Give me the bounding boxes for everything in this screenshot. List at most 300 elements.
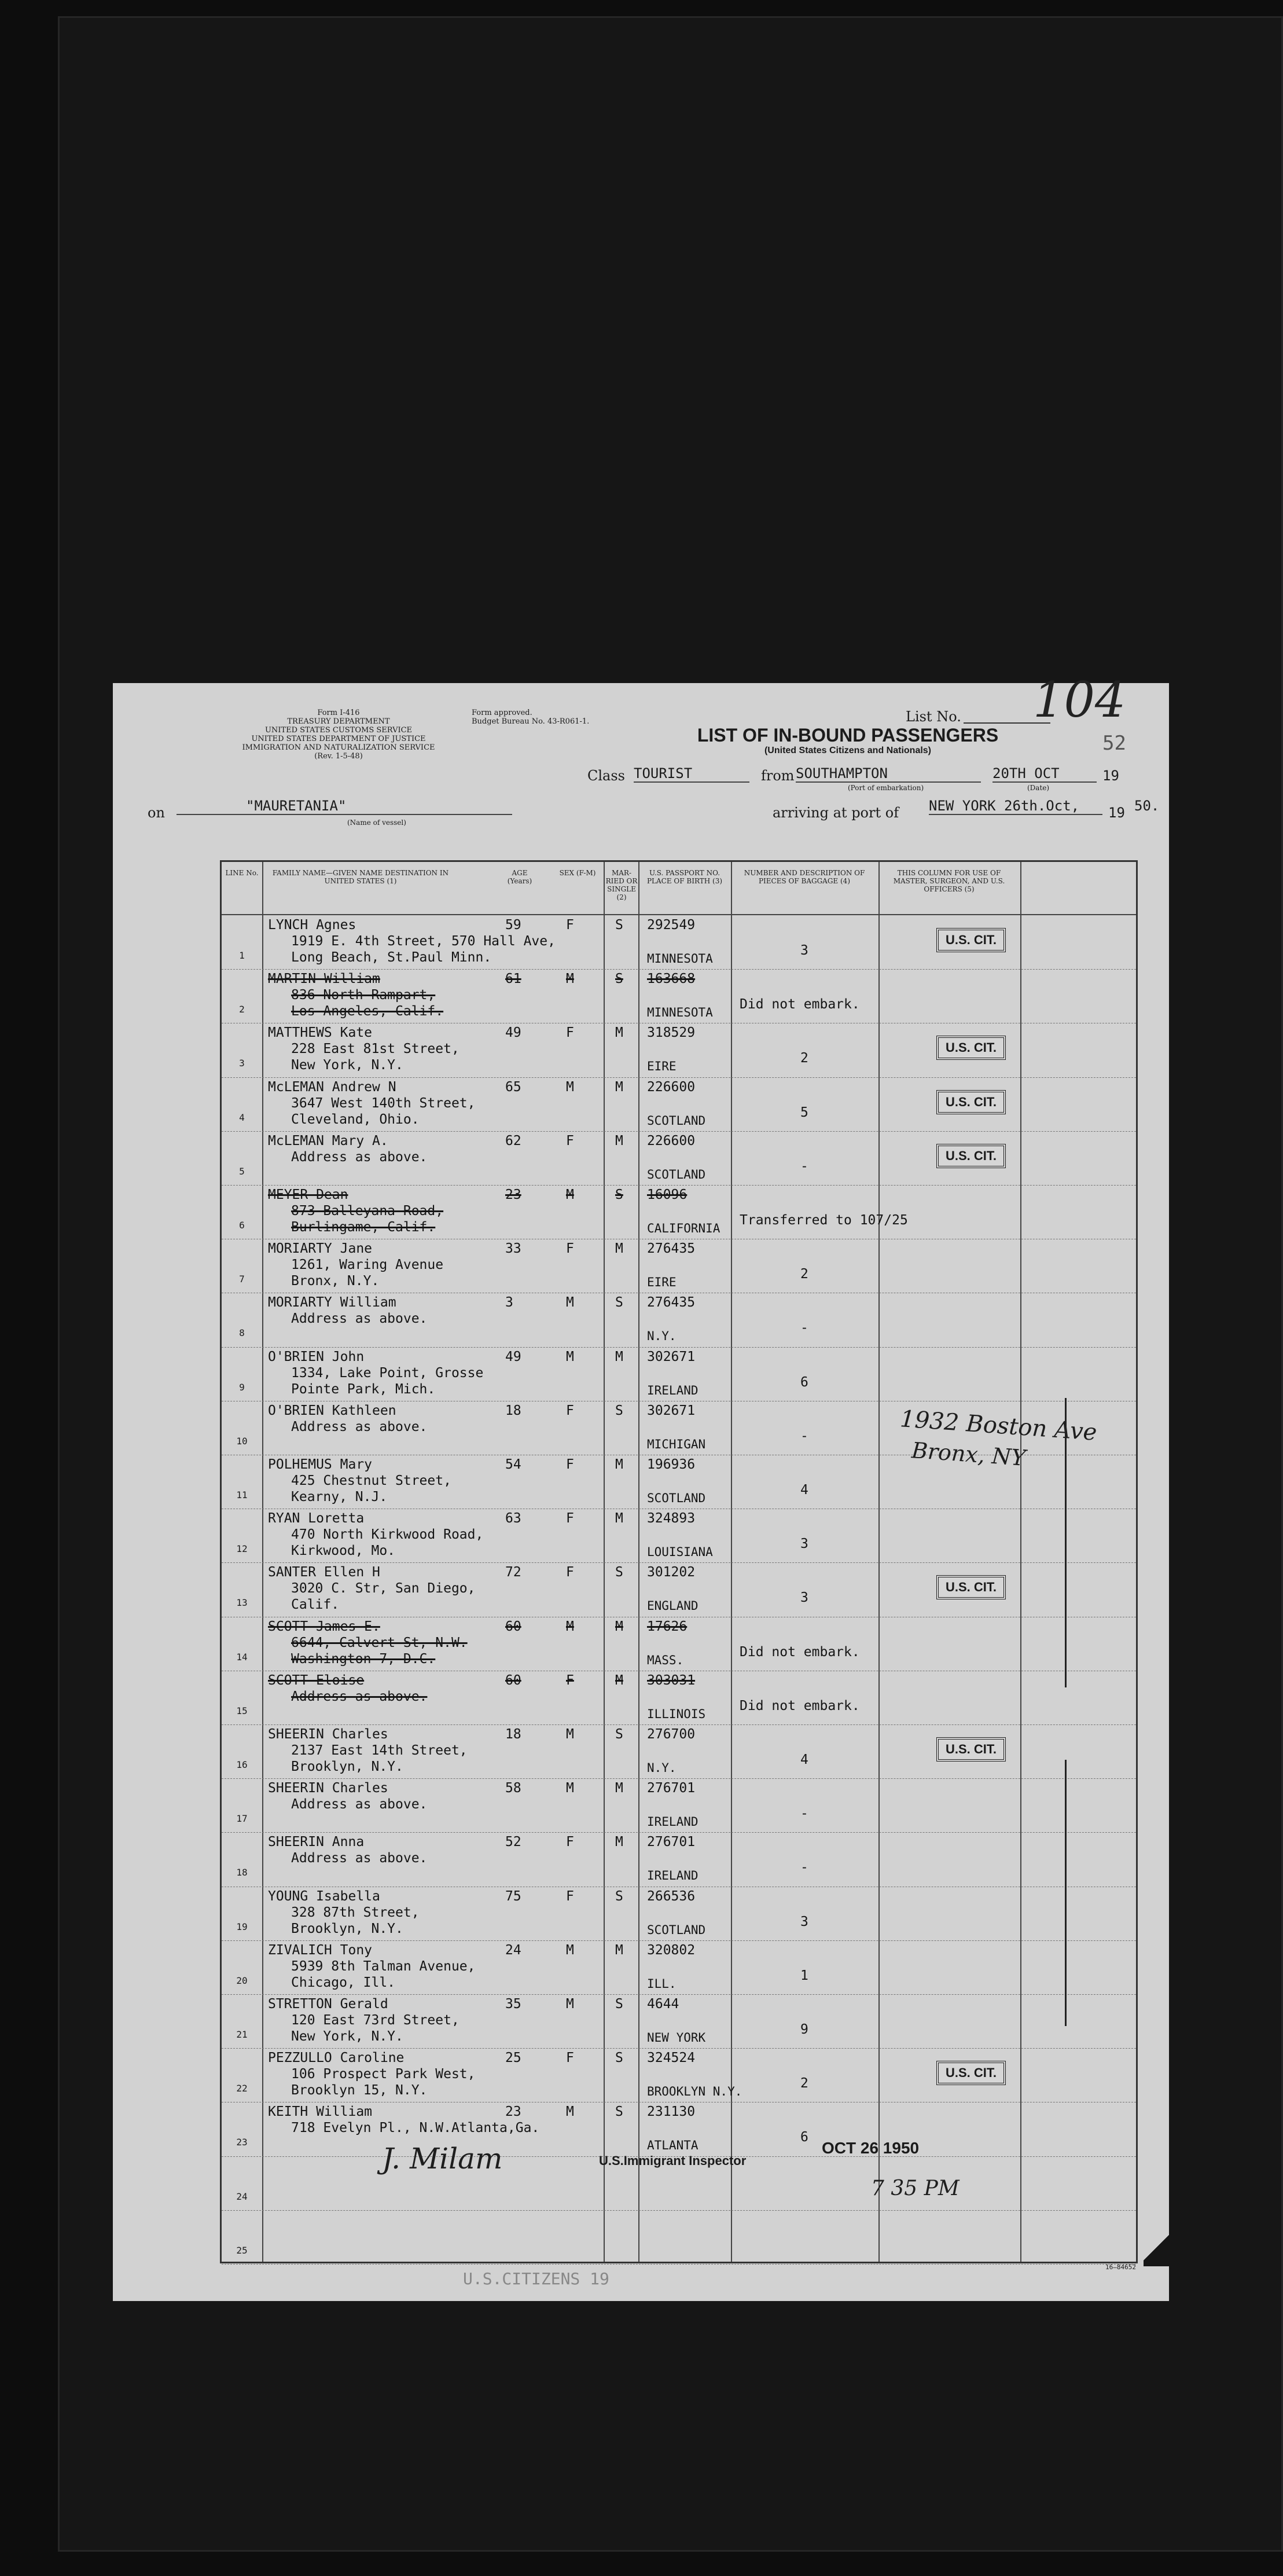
destination-address-2: Cleveland, Ohio. bbox=[291, 1111, 420, 1127]
passenger-name: POLHEMUS Mary bbox=[268, 1457, 373, 1472]
inspector-signature: J. Milam bbox=[382, 2142, 503, 2175]
baggage-count: 6 bbox=[800, 1374, 808, 1390]
passport-number: 324524 bbox=[647, 2050, 696, 2066]
place-of-birth: SCOTLAND bbox=[647, 1113, 706, 1128]
col-divider bbox=[1020, 862, 1021, 2262]
baggage-count: - bbox=[800, 1158, 808, 1174]
passenger-sex: M bbox=[566, 971, 574, 987]
col-divider bbox=[878, 862, 880, 2262]
line-number: 20 bbox=[236, 1975, 248, 1986]
destination-address-2: Calif. bbox=[291, 1597, 340, 1613]
place-of-birth: IRELAND bbox=[647, 1869, 699, 1883]
row-rule bbox=[222, 1562, 1136, 1563]
passport-number: 276701 bbox=[647, 1781, 696, 1796]
col-head-baggage: NUMBER AND DESCRIPTION OF PIECES OF BAGGAGE (4) bbox=[744, 869, 865, 885]
passenger-age: 54 bbox=[505, 1457, 521, 1472]
passenger-name: SHEERIN Anna bbox=[268, 1834, 365, 1850]
destination-address-2: Burlingame, Calif. bbox=[291, 1220, 436, 1235]
passenger-name: O'BRIEN Kathleen bbox=[268, 1403, 396, 1418]
passenger-age: 18 bbox=[505, 1403, 521, 1418]
passenger-name: RYAN Loretta bbox=[268, 1511, 365, 1526]
marital-status: M bbox=[615, 1241, 623, 1257]
destination-address-2: Kearny, N.J. bbox=[291, 1489, 388, 1504]
list-no-label: List No. bbox=[906, 709, 961, 725]
col-head-married: MAR- RIED OR SINGLE (2) bbox=[605, 869, 638, 901]
baggage-count: 3 bbox=[800, 1536, 808, 1552]
destination-address: 6644, Calvert St, N.W. bbox=[291, 1635, 468, 1650]
destination-address-2: Chicago, Ill. bbox=[291, 1975, 396, 1990]
destination-address: 718 Evelyn Pl., N.W.Atlanta,Ga. bbox=[291, 2120, 540, 2136]
baggage-count: - bbox=[800, 1428, 808, 1444]
passport-number: 318529 bbox=[647, 1025, 696, 1041]
place-of-birth: N.Y. bbox=[647, 1329, 677, 1344]
passenger-name: SCOTT James E. bbox=[268, 1619, 380, 1634]
baggage-count: - bbox=[800, 1860, 808, 1876]
passenger-name: MORIARTY Jane bbox=[268, 1241, 373, 1257]
passenger-sex: M bbox=[566, 1942, 574, 1958]
baggage-count: 4 bbox=[800, 1752, 808, 1767]
passenger-manifest-sheet bbox=[113, 671, 1169, 2301]
col-head-age: AGE (Years) bbox=[507, 869, 532, 885]
destination-address-2: Washington 7, D.C. bbox=[291, 1651, 436, 1667]
page-stamp: 52 bbox=[1102, 732, 1126, 755]
arrival-year-prefix: 19 bbox=[1108, 805, 1125, 821]
col-head-line: LINE No. bbox=[225, 869, 259, 877]
date-caption: (Date) bbox=[1027, 784, 1050, 792]
destination-address-2: Kirkwood, Mo. bbox=[291, 1543, 396, 1559]
place-of-birth: LOUISIANA bbox=[647, 1545, 713, 1559]
line-number: 7 bbox=[239, 1274, 245, 1285]
form-title: LIST OF IN-BOUND PASSENGERS bbox=[697, 725, 999, 746]
passport-number: 301202 bbox=[647, 1565, 696, 1580]
passenger-name: SANTER Ellen H bbox=[268, 1565, 380, 1580]
row-rule bbox=[222, 2264, 1136, 2265]
destination-address-2: New York, N.Y. bbox=[291, 2029, 403, 2044]
handwritten-address-note: 1932 Boston Ave bbox=[899, 1406, 1098, 1446]
place-of-birth: CALIFORNIA bbox=[647, 1221, 720, 1235]
passenger-age: 65 bbox=[505, 1079, 521, 1095]
bracket-mark bbox=[1065, 1398, 1067, 1687]
place-of-birth: SCOTLAND bbox=[647, 1922, 706, 1937]
passport-number: 292549 bbox=[647, 918, 696, 933]
passenger-age: 33 bbox=[505, 1241, 521, 1257]
passenger-sex: F bbox=[566, 1025, 574, 1041]
row-rule bbox=[222, 1940, 1136, 1941]
place-of-birth: IRELAND bbox=[647, 1815, 699, 1829]
row-rule bbox=[222, 1994, 1136, 1995]
printer-code: 16—84652 bbox=[1105, 2263, 1136, 2271]
passport-number: 276435 bbox=[647, 1241, 696, 1257]
destination-address: Address as above. bbox=[291, 1149, 428, 1165]
marital-status: S bbox=[615, 1187, 623, 1202]
class-value: TOURIST bbox=[634, 765, 749, 783]
arriving-label: arriving at port of bbox=[773, 805, 899, 821]
col-head-passport: U.S. PASSPORT NO. PLACE OF BIRTH (3) bbox=[646, 869, 723, 885]
destination-address: 106 Prospect Park West, bbox=[291, 2067, 476, 2082]
passport-number: 276435 bbox=[647, 1295, 696, 1311]
passenger-sex: F bbox=[566, 1888, 574, 1904]
arrival-year: 50. bbox=[1134, 798, 1160, 814]
passenger-sex: F bbox=[566, 1133, 574, 1148]
treasury-dept: TREASURY DEPARTMENT bbox=[287, 717, 390, 726]
baggage-count: - bbox=[800, 1320, 808, 1336]
line-number: 4 bbox=[239, 1111, 245, 1123]
passport-number: 163668 bbox=[647, 971, 696, 987]
marital-status: M bbox=[615, 1834, 623, 1850]
passenger-age: 49 bbox=[505, 1349, 521, 1364]
destination-address: Address as above. bbox=[291, 1689, 428, 1704]
citizens-total: U.S.CITIZENS 19 bbox=[463, 2269, 609, 2288]
marital-status: M bbox=[615, 1457, 623, 1472]
passenger-age: 23 bbox=[505, 1187, 521, 1202]
passenger-age: 72 bbox=[505, 1565, 521, 1580]
col-head-officers: THIS COLUMN FOR USE OF MASTER, SURGEON, AND U.S. OFFICERS (5) bbox=[893, 869, 1005, 893]
marital-status: M bbox=[615, 1672, 623, 1688]
place-of-birth: MINNESOTA bbox=[647, 1006, 713, 1020]
col-divider bbox=[731, 862, 732, 2262]
passenger-name: McLEMAN Andrew N bbox=[268, 1079, 396, 1095]
passenger-name: YOUNG Isabella bbox=[268, 1888, 380, 1904]
place-of-birth: ILL. bbox=[647, 1976, 677, 1991]
passenger-name: MARTIN William bbox=[268, 971, 380, 987]
passenger-sex: M bbox=[566, 1187, 574, 1202]
place-of-birth: SCOTLAND bbox=[647, 1491, 706, 1505]
destination-address: 470 North Kirkwood Road, bbox=[291, 1527, 484, 1543]
row-rule bbox=[222, 1832, 1136, 1833]
place-of-birth: MICHIGAN bbox=[647, 1437, 706, 1451]
passenger-age: 25 bbox=[505, 2050, 521, 2066]
marital-status: S bbox=[615, 2104, 623, 2120]
passport-number: 4644 bbox=[647, 1997, 679, 2012]
passport-number: 231130 bbox=[647, 2104, 696, 2120]
line-number: 11 bbox=[236, 1489, 248, 1500]
baggage-count: 2 bbox=[800, 2076, 808, 2091]
line-number: 24 bbox=[236, 2190, 248, 2202]
col-head-sex: SEX (F-M) bbox=[559, 869, 596, 877]
arrival-port-date: NEW YORK 26th.Oct, bbox=[929, 798, 1102, 815]
time-stamp: 7 35 PM bbox=[871, 2177, 960, 2200]
passenger-age: 35 bbox=[505, 1997, 521, 2012]
port-embark-caption: (Port of embarkation) bbox=[848, 784, 924, 792]
passenger-name: STRETTON Gerald bbox=[268, 1997, 388, 2012]
vessel-caption: (Name of vessel) bbox=[347, 819, 406, 827]
destination-address: 120 East 73rd Street, bbox=[291, 2013, 459, 2028]
embark-date: 20TH OCT bbox=[992, 765, 1097, 783]
passenger-name: MORIARTY William bbox=[268, 1295, 396, 1311]
marital-status: M bbox=[615, 1349, 623, 1364]
passenger-age: 3 bbox=[505, 1295, 513, 1311]
passenger-name: McLEMAN Mary A. bbox=[268, 1133, 388, 1148]
passenger-sex: M bbox=[566, 1349, 574, 1364]
marital-status: M bbox=[615, 1025, 623, 1041]
destination-address: 1334, Lake Point, Grosse bbox=[291, 1365, 484, 1381]
line-number: 10 bbox=[236, 1435, 248, 1447]
us-citizen-stamp: U.S. CIT. bbox=[936, 1737, 1006, 1762]
passport-number: 266536 bbox=[647, 1888, 696, 1904]
passenger-age: 60 bbox=[505, 1672, 521, 1688]
marital-status: S bbox=[615, 1727, 623, 1742]
form-subtitle: (United States Citizens and Nationals) bbox=[764, 746, 932, 755]
baggage-count: 3 bbox=[800, 1590, 808, 1606]
class-label: Class bbox=[587, 768, 625, 784]
inspector-label: U.S.Immigrant Inspector bbox=[599, 2153, 747, 2168]
row-rule bbox=[222, 1724, 1136, 1725]
line-number: 5 bbox=[239, 1165, 245, 1177]
destination-address-2: Brooklyn 15, N.Y. bbox=[291, 2083, 428, 2098]
passport-number: 303031 bbox=[647, 1672, 696, 1688]
passenger-sex: F bbox=[566, 1565, 574, 1580]
row-rule bbox=[222, 1185, 1136, 1186]
place-of-birth: IRELAND bbox=[647, 1383, 699, 1397]
passport-number: 320802 bbox=[647, 1942, 696, 1958]
place-of-birth: EIRE bbox=[647, 1275, 677, 1290]
passenger-age: 75 bbox=[505, 1888, 521, 1904]
line-number: 19 bbox=[236, 1921, 248, 1932]
line-number: 6 bbox=[239, 1220, 245, 1231]
passenger-name: KEITH William bbox=[268, 2104, 373, 2120]
marital-status: M bbox=[615, 1942, 623, 1958]
marital-status: M bbox=[615, 1511, 623, 1526]
baggage-count: 5 bbox=[800, 1104, 808, 1120]
col-divider bbox=[604, 862, 605, 2262]
line-number: 8 bbox=[239, 1327, 245, 1339]
baggage-count: 2 bbox=[800, 1267, 808, 1282]
bracket-mark bbox=[1065, 1760, 1067, 2026]
passenger-sex: F bbox=[566, 918, 574, 933]
place-of-birth: MASS. bbox=[647, 1653, 684, 1667]
us-citizen-stamp: U.S. CIT. bbox=[936, 1144, 1006, 1168]
marital-status: S bbox=[615, 971, 623, 987]
vessel-name: "MAURETANIA" bbox=[177, 798, 512, 815]
place-of-birth: NEW YORK bbox=[647, 2031, 706, 2045]
passport-number: 276701 bbox=[647, 1834, 696, 1850]
passenger-sex: F bbox=[566, 1457, 574, 1472]
destination-address: 3020 C. Str, San Diego, bbox=[291, 1581, 476, 1597]
col-divider bbox=[638, 862, 639, 2262]
passenger-age: 60 bbox=[505, 1619, 521, 1634]
form-header-left bbox=[211, 709, 466, 761]
passenger-name: SCOTT Eloise bbox=[268, 1672, 365, 1688]
marital-status: M bbox=[615, 1781, 623, 1796]
destination-address-2: Pointe Park, Mich. bbox=[291, 1381, 436, 1397]
destination-address: 425 Chestnut Street, bbox=[291, 1473, 451, 1488]
line-number: 9 bbox=[239, 1381, 245, 1393]
passport-number: 226600 bbox=[647, 1079, 696, 1095]
baggage-count: 9 bbox=[800, 2022, 808, 2037]
baggage-count: 2 bbox=[800, 1051, 808, 1066]
baggage-count: Transferred to 107/25 bbox=[740, 1213, 908, 1228]
destination-address: 5939 8th Talman Avenue, bbox=[291, 1958, 476, 1974]
passport-number: 276700 bbox=[647, 1727, 696, 1742]
marital-status: S bbox=[615, 918, 623, 933]
passenger-name: ZIVALICH Tony bbox=[268, 1942, 373, 1958]
destination-address-2: Los Angeles, Calif. bbox=[291, 1004, 444, 1019]
marital-status: S bbox=[615, 1403, 623, 1418]
passenger-sex: M bbox=[566, 1997, 574, 2012]
col-head-name: FAMILY NAME—GIVEN NAME DESTINATION IN UNITED STATES (1) bbox=[272, 869, 449, 885]
passport-number: 324893 bbox=[647, 1511, 696, 1526]
destination-address-2: New York, N.Y. bbox=[291, 1058, 403, 1073]
passenger-sex: F bbox=[566, 1834, 574, 1850]
place-of-birth: MINNESOTA bbox=[647, 952, 713, 966]
baggage-count: - bbox=[800, 1806, 808, 1822]
baggage-count: 6 bbox=[800, 2130, 808, 2145]
passport-number: 16096 bbox=[647, 1187, 688, 1202]
place-of-birth: ENGLAND bbox=[647, 1599, 699, 1613]
marital-status: S bbox=[615, 1888, 623, 1904]
passenger-age: 63 bbox=[505, 1511, 521, 1526]
baggage-count: 3 bbox=[800, 943, 808, 958]
line-number: 25 bbox=[236, 2244, 248, 2256]
passenger-sex: F bbox=[566, 2050, 574, 2066]
col-divider bbox=[262, 862, 263, 2262]
line-number: 15 bbox=[236, 1705, 248, 1716]
passenger-age: 18 bbox=[505, 1727, 521, 1742]
destination-address: 3647 West 140th Street, bbox=[291, 1095, 476, 1111]
form-id: Form I-416 bbox=[317, 709, 360, 717]
line-number: 13 bbox=[236, 1597, 248, 1609]
row-rule bbox=[222, 1778, 1136, 1779]
place-of-birth: SCOTLAND bbox=[647, 1167, 706, 1181]
form-approval bbox=[472, 709, 657, 726]
customs-service: UNITED STATES CUSTOMS SERVICE bbox=[264, 726, 413, 735]
line-number: 21 bbox=[236, 2029, 248, 2040]
place-of-birth: EIRE bbox=[647, 1059, 677, 1074]
line-number: 12 bbox=[236, 1543, 248, 1555]
destination-address: 873 Balleyana Road, bbox=[291, 1203, 444, 1219]
passenger-age: 52 bbox=[505, 1834, 521, 1850]
passenger-name: MATTHEWS Kate bbox=[268, 1025, 373, 1041]
us-citizen-stamp: U.S. CIT. bbox=[936, 1036, 1006, 1060]
destination-address: 1919 E. 4th Street, 570 Hall Ave, bbox=[291, 934, 556, 949]
row-rule bbox=[222, 1347, 1136, 1348]
passenger-sex: F bbox=[566, 1511, 574, 1526]
destination-address: 1261, Waring Avenue bbox=[291, 1257, 444, 1273]
passenger-age: 24 bbox=[505, 1942, 521, 1958]
passenger-age: 61 bbox=[505, 971, 521, 987]
destination-address-2: Long Beach, St.Paul Minn. bbox=[291, 950, 492, 965]
passport-number: 302671 bbox=[647, 1403, 696, 1418]
passenger-age: 49 bbox=[505, 1025, 521, 1041]
on-label: on bbox=[148, 805, 165, 821]
place-of-birth: N.Y. bbox=[647, 1761, 677, 1775]
row-rule bbox=[222, 1077, 1136, 1078]
baggage-count: Did not embark. bbox=[740, 1644, 860, 1660]
marital-status: S bbox=[615, 1565, 623, 1580]
us-citizen-stamp: U.S. CIT. bbox=[936, 2061, 1006, 2085]
marital-status: S bbox=[615, 1295, 623, 1311]
destination-address: Address as above. bbox=[291, 1419, 428, 1434]
marital-status: S bbox=[615, 2050, 623, 2066]
baggage-count: 1 bbox=[800, 1968, 808, 1983]
line-number: 1 bbox=[239, 950, 245, 961]
list-number: 104 bbox=[1033, 671, 1126, 728]
passenger-sex: M bbox=[566, 1781, 574, 1796]
baggage-count: 3 bbox=[800, 1914, 808, 1929]
destination-address: 228 East 81st Street, bbox=[291, 1041, 459, 1057]
header-rule bbox=[222, 914, 1136, 915]
us-citizen-stamp: U.S. CIT. bbox=[936, 1575, 1006, 1599]
passenger-sex: F bbox=[566, 1241, 574, 1257]
torn-corner bbox=[1144, 2226, 1172, 2266]
destination-address: 2137 East 14th Street, bbox=[291, 1743, 468, 1758]
passenger-sex: M bbox=[566, 2104, 574, 2120]
passenger-sex: M bbox=[566, 1619, 574, 1634]
us-citizen-stamp: U.S. CIT. bbox=[936, 1090, 1006, 1114]
destination-address-2: Brooklyn, N.Y. bbox=[291, 1921, 403, 1936]
row-rule bbox=[222, 2048, 1136, 2049]
line-number: 22 bbox=[236, 2083, 248, 2094]
row-rule bbox=[222, 969, 1136, 970]
justice-dept: UNITED STATES DEPARTMENT OF JUSTICE bbox=[251, 735, 426, 743]
passenger-sex: F bbox=[566, 1403, 574, 1418]
ins-service: IMMIGRATION AND NATURALIZATION SERVICE bbox=[242, 743, 435, 752]
passenger-name: PEZZULLO Caroline bbox=[268, 2050, 405, 2066]
manifest-table bbox=[220, 860, 1138, 2263]
passport-number: 17626 bbox=[647, 1619, 688, 1634]
baggage-count: Did not embark. bbox=[740, 997, 860, 1012]
line-number: 17 bbox=[236, 1813, 248, 1825]
marital-status: M bbox=[615, 1079, 623, 1095]
line-number: 2 bbox=[239, 1004, 245, 1015]
passenger-sex: F bbox=[566, 1672, 574, 1688]
passenger-age: 62 bbox=[505, 1133, 521, 1148]
destination-address: Address as above. bbox=[291, 1311, 428, 1327]
passenger-name: SHEERIN Charles bbox=[268, 1727, 388, 1742]
date-stamp: OCT 26 1950 bbox=[822, 2139, 920, 2157]
line-number: 18 bbox=[236, 1867, 248, 1878]
line-number: 23 bbox=[236, 2137, 248, 2148]
destination-address: Address as above. bbox=[291, 1851, 428, 1866]
line-number: 16 bbox=[236, 1759, 248, 1770]
row-rule bbox=[222, 2210, 1136, 2211]
form-revision: (Rev. 1-5-48) bbox=[314, 752, 363, 761]
row-rule bbox=[222, 1131, 1136, 1132]
passport-number: 302671 bbox=[647, 1349, 696, 1364]
port-embarkation: SOUTHAMPTON bbox=[796, 765, 981, 783]
place-of-birth: BROOKLYN N.Y. bbox=[647, 2085, 742, 2099]
passenger-name: MEYER Dean bbox=[268, 1187, 348, 1202]
baggage-count: Did not embark. bbox=[740, 1698, 860, 1713]
from-label: from bbox=[761, 768, 795, 784]
baggage-count: 4 bbox=[800, 1483, 808, 1498]
handwritten-address-note-2: Bronx, NY bbox=[910, 1437, 1027, 1471]
budget-bureau-no: Budget Bureau No. 43-R061-1. bbox=[472, 717, 590, 726]
place-of-birth: ILLINOIS bbox=[647, 1707, 706, 1721]
passport-number: 196936 bbox=[647, 1457, 696, 1472]
passenger-name: SHEERIN Charles bbox=[268, 1781, 388, 1796]
passenger-age: 58 bbox=[505, 1781, 521, 1796]
passenger-age: 59 bbox=[505, 918, 521, 933]
destination-address-2: Bronx, N.Y. bbox=[291, 1274, 380, 1289]
passenger-age: 23 bbox=[505, 2104, 521, 2120]
destination-address: 328 87th Street, bbox=[291, 1905, 420, 1920]
destination-address: Address as above. bbox=[291, 1797, 428, 1812]
passenger-sex: M bbox=[566, 1079, 574, 1095]
passenger-name: LYNCH Agnes bbox=[268, 918, 356, 933]
passenger-sex: M bbox=[566, 1727, 574, 1742]
line-number: 14 bbox=[236, 1651, 248, 1663]
us-citizen-stamp: U.S. CIT. bbox=[936, 928, 1006, 952]
line-number: 3 bbox=[239, 1058, 245, 1069]
destination-address: 836 North Rampart, bbox=[291, 988, 436, 1003]
passenger-name: O'BRIEN John bbox=[268, 1349, 365, 1364]
place-of-birth: ATLANTA bbox=[647, 2138, 699, 2153]
marital-status: S bbox=[615, 1997, 623, 2012]
approved-text: Form approved. bbox=[472, 709, 532, 717]
destination-address-2: Brooklyn, N.Y. bbox=[291, 1759, 403, 1774]
year-prefix: 19 bbox=[1102, 768, 1119, 784]
